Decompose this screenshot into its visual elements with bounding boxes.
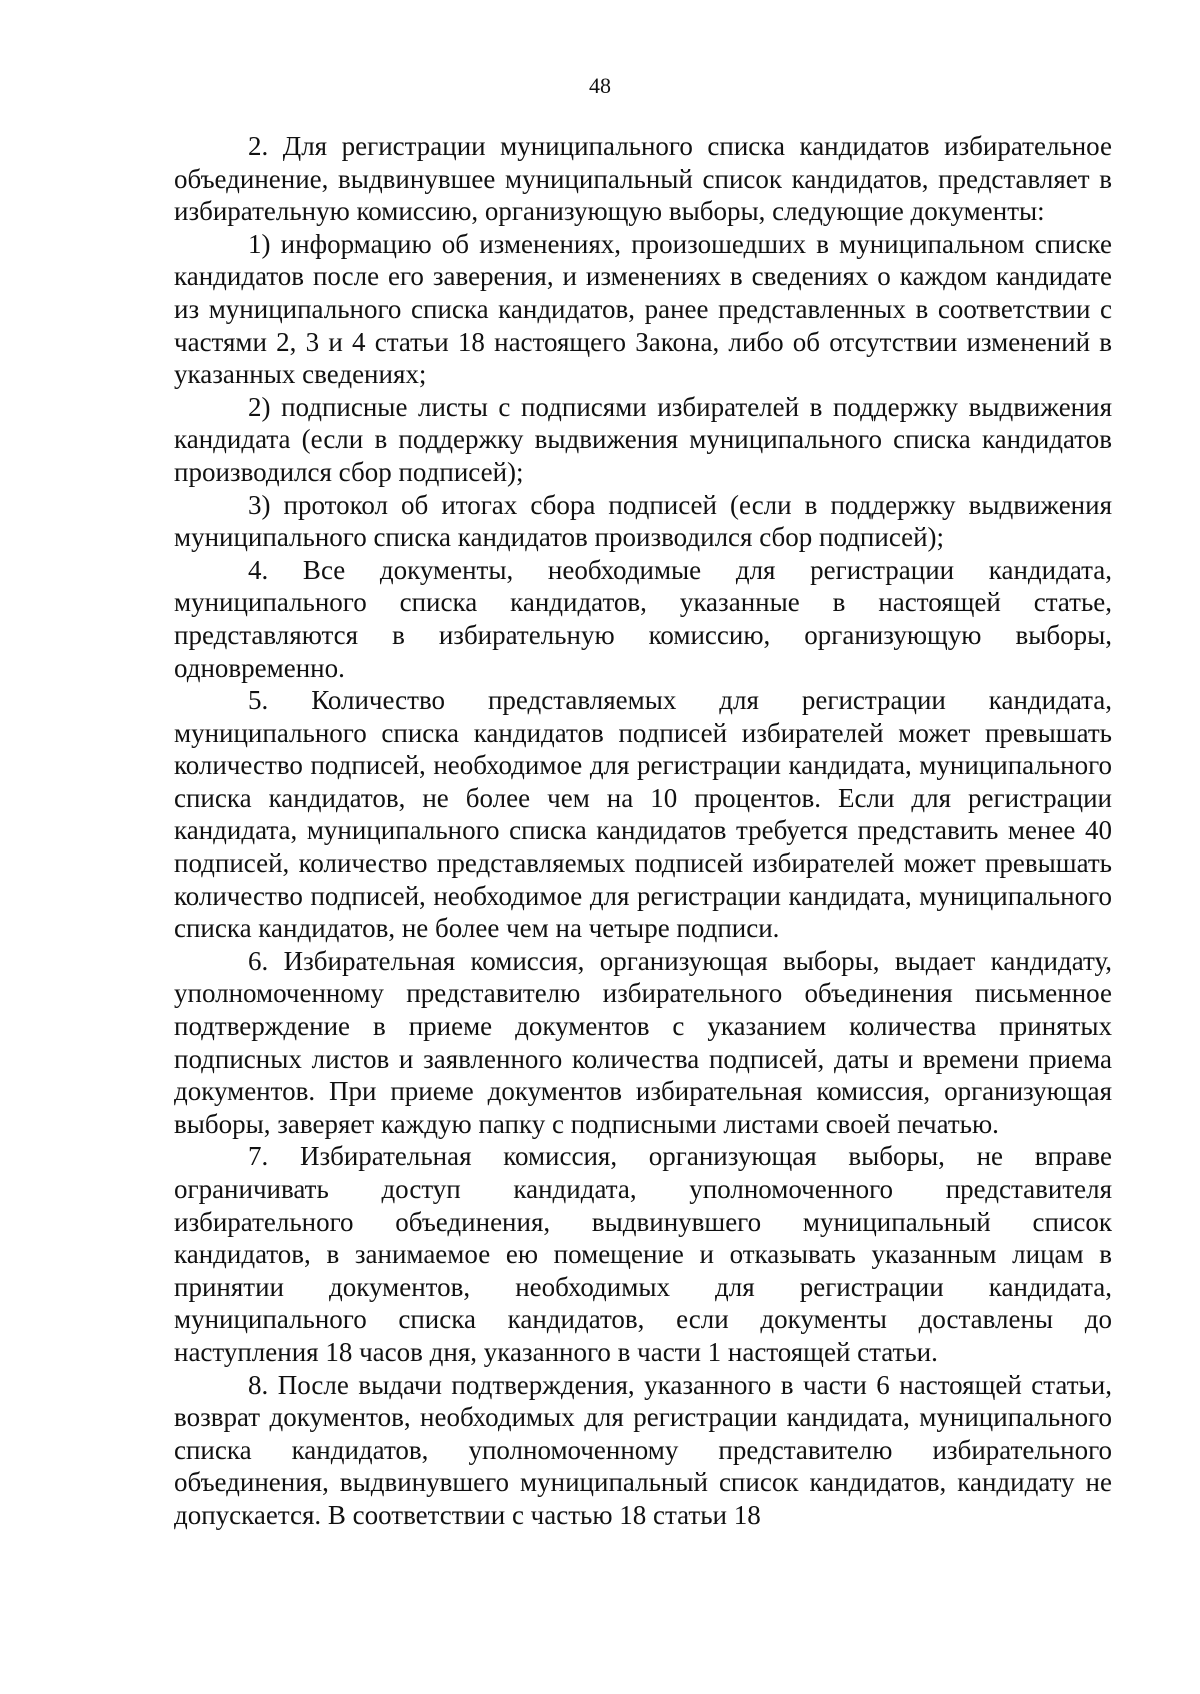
paragraph-item-1: 1) информацию об изменениях, произошедших в муниципальном списке кандидатов после его заверения, и изменениях в сведениях о каждом кандидате из муниципального списка кандидатов, ранее представленных в соответствии с частями 2, 3 и 4 статьи 18 настоящего Закона, либо об отсутствии изменений в указанных сведениях; — [174, 228, 1112, 390]
paragraph-part-2: 2. Для регистрации муниципального списка кандидатов избирательное объединение, выдвинувшее муниципальный список кандидатов, представляет в избирательную комиссию, организующую выборы, следующие документы: — [174, 131, 1112, 227]
paragraph-part-6: 6. Избирательная комиссия, организующая выборы, выдает кандидату, уполномоченному представителю избирательного объединения письменное подтверждение в приеме документов с указанием количества принятых подписных листов и заявленного количества подписей, даты и времени приема документов. При приеме документов избирательная комиссия, организующая выборы, заверяет каждую папку с подписными листами своей печатью. — [174, 945, 1112, 1139]
paragraph-item-2: 2) подписные листы с подписями избирателей в поддержку выдвижения кандидата (если в поддержку выдвижения муниципального списка кандидатов производился сбор подписей); — [174, 391, 1112, 487]
document-body — [174, 130, 1112, 1532]
paragraph-part-8: 8. После выдачи подтверждения, указанного в части 6 настоящей статьи, возврат документов, необходимых для регистрации кандидата, муниципального списка кандидатов, уполномоченному представителю избирательного объединения, выдвинувшего муниципальный список кандидатов, кандидату не допускается. В соответствии с частью 18 статьи 18 — [174, 1369, 1112, 1530]
paragraph-part-4: 4. Все документы, необходимые для регистрации кандидата, муниципального списка кандидатов, указанные в настоящей статье, представляются в избирательную комиссию, организующую выборы, одновременно. — [174, 554, 1112, 683]
paragraph-part-5: 5. Количество представляемых для регистрации кандидата, муниципального списка кандидатов подписей избирателей может превышать количество подписей, необходимое для регистрации кандидата, муниципального списка кандидатов, не более чем на 10 процентов. Если для регистрации кандидата, муниципального списка кандидатов требуется представить менее 40 подписей, количество представляемых подписей избирателей может превышать количество подписей, необходимое для регистрации кандидата, муниципального списка кандидатов, не более чем на четыре подписи. — [174, 685, 1112, 944]
page-number: 48 — [589, 73, 611, 98]
paragraph-item-3: 3) протокол об итогах сбора подписей (если в поддержку выдвижения муниципального списка кандидатов производился сбор подписей); — [174, 489, 1112, 553]
paragraph-part-7: 7. Избирательная комиссия, организующая выборы, не вправе ограничивать доступ кандидата, уполномоченного представителя избирательного объединения, выдвинувшего муниципальный список кандидатов, в занимаемое ею помещение и отказывать указанным лицам в принятии документов, необходимых для регистрации кандидата, муниципального списка кандидатов, если документы доставлены до наступления 18 часов дня, указанного в части 1 настоящей статьи. — [174, 1141, 1112, 1367]
